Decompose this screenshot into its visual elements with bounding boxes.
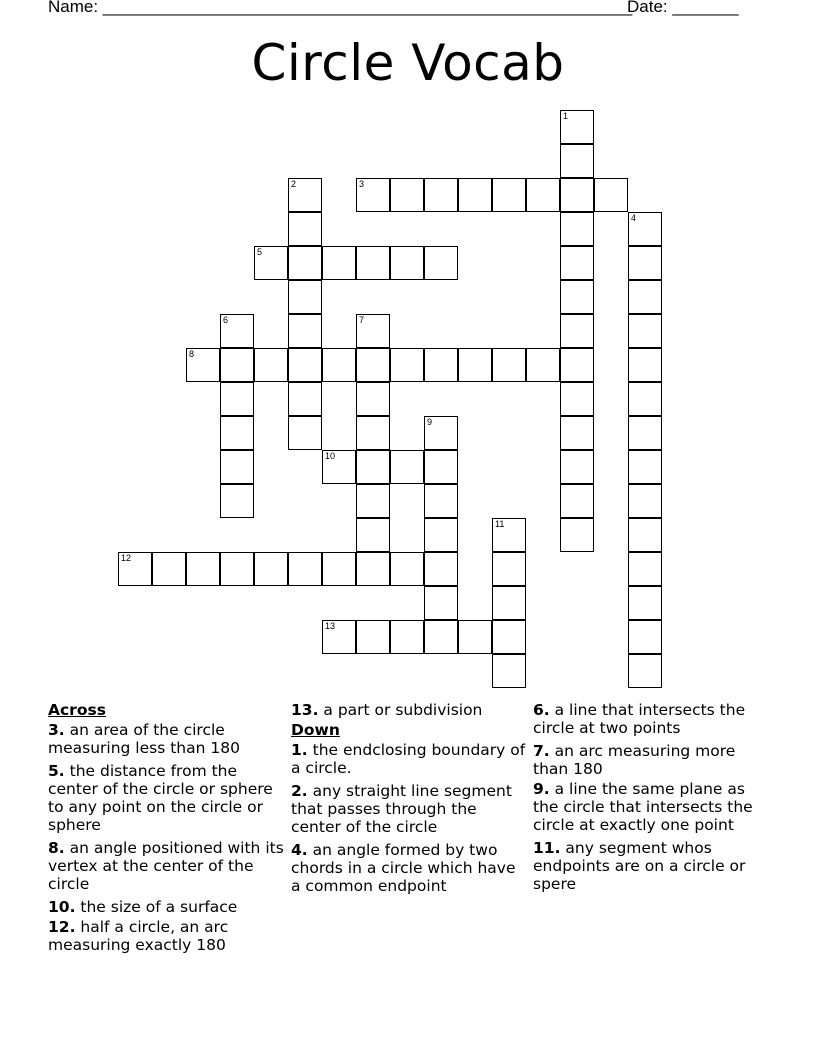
grid-cell[interactable] [628,246,662,280]
clue-number: 9. [533,780,550,798]
grid-cell[interactable] [458,178,492,212]
cell-number: 9 [427,417,433,427]
clue-down-6 [533,701,769,737]
grid-cell[interactable] [628,314,662,348]
grid-cell[interactable] [220,314,254,348]
grid-cell[interactable] [560,314,594,348]
cell-number: 1 [563,111,569,121]
clue-text: a line that intersects the circle at two points [533,701,746,737]
clue-across-13 [291,701,527,719]
clue-text: a line the same plane as the circle that intersects the circle at exactly one point [533,780,753,834]
clue-number: 1. [291,741,308,759]
grid-cell[interactable] [560,484,594,518]
clue-text: an angle formed by two chords in a circle which have a common endpoint [291,841,516,895]
grid-cell[interactable] [390,246,424,280]
clue-number: 5. [48,762,65,780]
grid-cell[interactable] [424,416,458,450]
grid-cell[interactable] [288,178,322,212]
clues-column-2 [291,701,527,900]
grid-cell[interactable] [492,620,526,654]
grid-cell[interactable] [560,144,594,178]
grid-cell[interactable] [628,212,662,246]
grid-cell[interactable] [560,280,594,314]
clue-text: the endclosing boundary of a circle. [291,741,526,777]
page-title: Circle Vocab [251,34,565,92]
clue-down-4 [291,841,527,895]
grid-cell[interactable] [560,348,594,382]
clues-column-3 [533,701,769,898]
clue-down-11 [533,839,769,893]
grid-cell[interactable] [322,620,356,654]
cell-number: 2 [291,179,297,189]
grid-cell[interactable] [390,552,424,586]
grid-cell[interactable] [220,382,254,416]
grid-cell[interactable] [458,620,492,654]
name-field[interactable]: Name: ________________________________________________________ [48,0,633,16]
grid-cell[interactable] [322,246,356,280]
grid-cell[interactable] [152,552,186,586]
grid-cell[interactable] [220,416,254,450]
clue-text: half a circle, an arc measuring exactly 180 [48,918,229,954]
clue-text: the distance from the center of the circle or sphere to any point on the circle or sphere [48,762,273,834]
grid-cell[interactable] [526,348,560,382]
clue-text: an angle positioned with its vertex at the center of the circle [48,839,284,893]
cell-number: 13 [325,621,336,631]
grid-cell[interactable] [560,178,594,212]
clue-number: 2. [291,782,308,800]
grid-cell[interactable] [322,348,356,382]
grid-cell[interactable] [628,348,662,382]
clue-number: 8. [48,839,65,857]
clue-across-3 [48,721,284,757]
grid-cell[interactable] [390,348,424,382]
clue-number: 7. [533,742,550,760]
clue-number: 10. [48,898,76,916]
clues-column-1 [48,701,284,959]
grid-cell[interactable] [356,246,390,280]
grid-cell[interactable] [560,416,594,450]
clue-number: 12. [48,918,76,936]
grid-cell[interactable] [424,484,458,518]
grid-cell[interactable] [356,416,390,450]
clue-number: 11. [533,839,561,857]
grid-cell[interactable] [560,518,594,552]
across-heading: Across [48,701,106,719]
grid-cell[interactable] [628,484,662,518]
grid-cell[interactable] [424,246,458,280]
grid-cell[interactable] [288,382,322,416]
grid-cell[interactable] [424,586,458,620]
clue-number: 3. [48,721,65,739]
clue-across-5 [48,762,284,834]
clue-down-9 [533,780,769,834]
cell-number: 11 [495,519,505,529]
cell-number: 7 [359,315,365,325]
grid-cell[interactable] [492,654,526,688]
grid-cell[interactable] [356,348,390,382]
grid-cell[interactable] [288,416,322,450]
grid-cell[interactable] [628,450,662,484]
grid-cell[interactable] [628,280,662,314]
clue-text: the size of a surface [80,898,238,916]
grid-cell[interactable] [254,552,288,586]
clue-text: any segment whos endpoints are on a circle or spere [533,839,746,893]
grid-cell[interactable] [356,620,390,654]
grid-cell[interactable] [628,654,662,688]
grid-cell[interactable] [390,620,424,654]
grid-cell[interactable] [322,450,356,484]
grid-cell[interactable] [356,484,390,518]
grid-cell[interactable] [492,348,526,382]
clue-across-12 [48,918,284,954]
grid-cell[interactable] [288,314,322,348]
grid-cell[interactable] [560,450,594,484]
grid-cell[interactable] [356,314,390,348]
clue-number: 4. [291,841,308,859]
clue-down-7 [533,742,769,778]
cell-number: 3 [359,179,365,189]
grid-cell[interactable] [254,348,288,382]
grid-cell[interactable] [424,518,458,552]
grid-cell[interactable] [186,348,220,382]
grid-cell[interactable] [186,552,220,586]
clue-text: a part or subdivision [323,701,483,719]
grid-cell[interactable] [288,212,322,246]
grid-cell[interactable] [322,552,356,586]
clue-number: 13. [291,701,319,719]
grid-cell[interactable] [424,620,458,654]
grid-cell[interactable] [526,178,560,212]
grid-cell[interactable] [628,620,662,654]
down-heading: Down [291,721,340,739]
grid-cell[interactable] [356,178,390,212]
grid-cell[interactable] [288,246,322,280]
grid-cell[interactable] [390,178,424,212]
clue-across-8 [48,839,284,893]
grid-cell[interactable] [220,484,254,518]
grid-cell[interactable] [220,348,254,382]
grid-cell[interactable] [356,382,390,416]
grid-cell[interactable] [356,518,390,552]
cell-number: 12 [121,553,132,563]
grid-cell[interactable] [492,518,526,552]
grid-cell[interactable] [220,552,254,586]
clue-text: any straight line segment that passes through the center of the circle [291,782,512,836]
clue-text: an arc measuring more than 180 [533,742,736,778]
date-field[interactable]: Date: _______ [627,0,739,16]
grid-cell[interactable] [424,450,458,484]
cell-number: 10 [325,451,336,461]
clue-text: an area of the circle measuring less than 180 [48,721,240,757]
grid-cell[interactable] [288,348,322,382]
clue-across-10 [48,898,284,916]
grid-cell[interactable] [594,178,628,212]
grid-cell[interactable] [118,552,152,586]
grid-cell[interactable] [356,552,390,586]
cell-number: 6 [223,315,229,325]
grid-cell[interactable] [390,450,424,484]
grid-cell[interactable] [424,348,458,382]
grid-cell[interactable] [492,178,526,212]
grid-cell[interactable] [560,246,594,280]
grid-cell[interactable] [628,382,662,416]
grid-cell[interactable] [492,586,526,620]
grid-cell[interactable] [458,348,492,382]
grid-cell[interactable] [560,110,594,144]
cell-number: 5 [257,247,263,257]
grid-cell[interactable] [424,178,458,212]
grid-cell[interactable] [288,552,322,586]
grid-cell[interactable] [628,552,662,586]
cell-number: 4 [631,213,637,223]
grid-cell[interactable] [628,518,662,552]
clue-number: 6. [533,701,550,719]
grid-cell[interactable] [628,416,662,450]
grid-cell[interactable] [356,450,390,484]
clue-down-1 [291,741,527,777]
cell-number: 8 [189,349,195,359]
grid-cell[interactable] [254,246,288,280]
clue-down-2 [291,782,527,836]
grid-cell[interactable] [220,450,254,484]
grid-cell[interactable] [560,382,594,416]
grid-cell[interactable] [628,586,662,620]
grid-cell[interactable] [424,552,458,586]
grid-cell[interactable] [492,552,526,586]
grid-cell[interactable] [560,212,594,246]
grid-cell[interactable] [288,280,322,314]
